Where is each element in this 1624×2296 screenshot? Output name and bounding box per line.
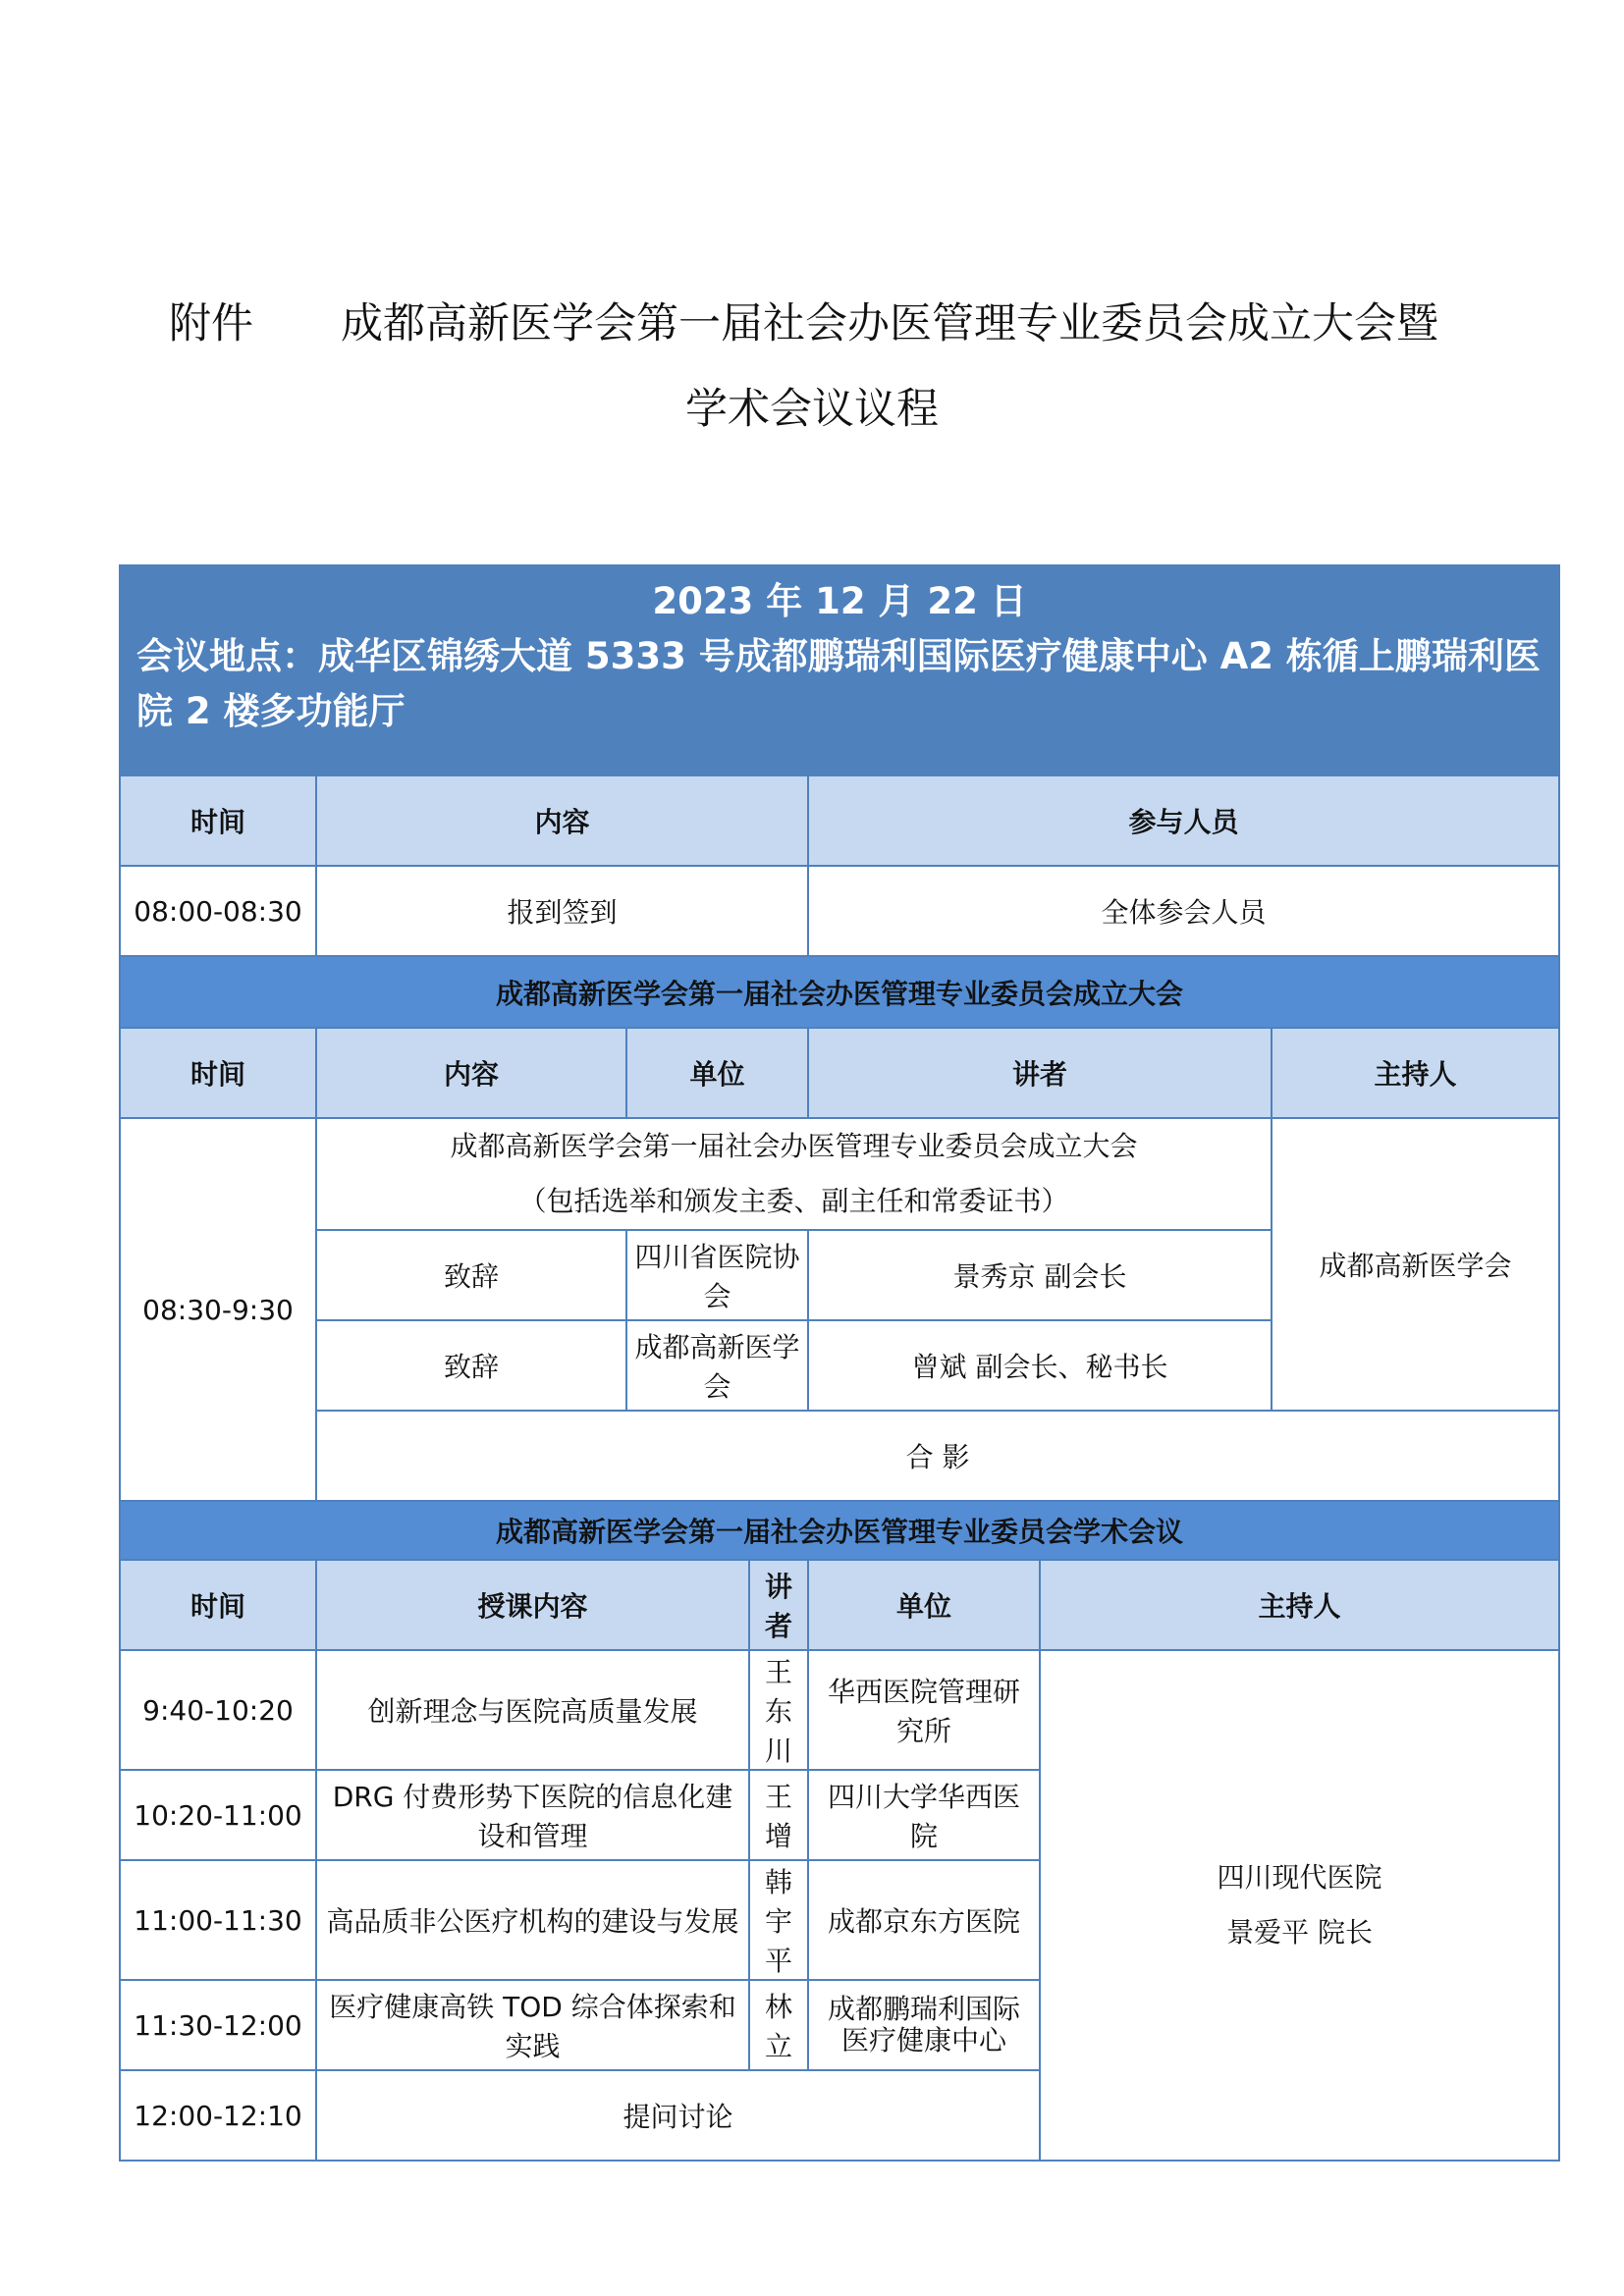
registration-row: [120, 866, 1559, 956]
founding-main-content: [316, 1118, 1272, 1230]
speech-unit: 成都高新医学会: [626, 1320, 808, 1411]
header-host: 主持人: [1040, 1560, 1559, 1650]
header-lecture: 授课内容: [316, 1560, 749, 1650]
founding-section-title: 成都高新医学会第一届社会办医管理专业委员会成立大会: [120, 956, 1559, 1028]
header-host: 主持人: [1272, 1028, 1559, 1118]
header-participants: 参与人员: [808, 775, 1559, 866]
lecture-speaker: 王增: [749, 1770, 808, 1860]
meeting-venue: 会议地点：成华区锦绣大道 5333 号成都鹏瑞利国际医疗健康中心 A2 栋循上鹏瑞利医院 2 楼多功能厅: [136, 635, 1541, 732]
document-title-line2: 学术会议议程: [685, 385, 939, 434]
academic-host-line1: 四川现代医院: [1217, 1861, 1382, 1894]
lecture-unit: 四川大学华西医院: [808, 1770, 1040, 1860]
header-speaker: 讲者: [808, 1028, 1272, 1118]
lecture-unit: 华西医院管理研究所: [808, 1650, 1040, 1770]
header-speaker: 讲者: [749, 1560, 808, 1650]
agenda-table: [119, 564, 1560, 2162]
header-unit: 单位: [808, 1560, 1040, 1650]
attachment-label: 附件: [169, 299, 253, 348]
speech-content: 致辞: [316, 1230, 626, 1320]
lecture-time: 10:20-11:00: [120, 1770, 316, 1860]
academic-host-line2: 景爱平 院长: [1226, 1916, 1373, 1949]
speech-content: 致辞: [316, 1320, 626, 1411]
header-unit: 单位: [626, 1028, 808, 1118]
meeting-banner: [120, 565, 1559, 775]
title-text: 成都高新医学会第一届社会办医管理专业委员会成立大会暨: [341, 299, 1438, 348]
header-time: 时间: [120, 775, 316, 866]
header-time: 时间: [120, 1028, 316, 1118]
academic-section-title: 成都高新医学会第一届社会办医管理专业委员会学术会议: [120, 1501, 1559, 1560]
document-title-line1: [169, 294, 1524, 353]
registration-participants: 全体参会人员: [808, 866, 1559, 956]
group-photo: 合 影: [316, 1411, 1559, 1501]
header-time: 时间: [120, 1560, 316, 1650]
founding-main-line2: （包括选举和颁发主委、副主任和常委证书）: [518, 1185, 1069, 1217]
group-photo-row: [120, 1411, 1559, 1501]
meeting-date: 2023 年 12 月 22 日: [652, 580, 1027, 622]
lecture-row: [120, 1650, 1559, 1770]
discussion-time: 12:00-12:10: [120, 2070, 316, 2161]
lecture-speaker: 王东川: [749, 1650, 808, 1770]
lecture-time: 9:40-10:20: [120, 1650, 316, 1770]
founding-main-line1: 成都高新医学会第一届社会办医管理专业委员会成立大会: [450, 1130, 1138, 1162]
speech-unit: 四川省医院协会: [626, 1230, 808, 1320]
speech-speaker: 曾斌 副会长、秘书长: [808, 1320, 1272, 1411]
registration-header-row: [120, 775, 1559, 866]
registration-time: 08:00-08:30: [120, 866, 316, 956]
lecture-unit: 成都京东方医院: [808, 1860, 1040, 1980]
lecture-content: 高品质非公医疗机构的建设与发展: [316, 1860, 749, 1980]
speech-speaker: 景秀京 副会长: [808, 1230, 1272, 1320]
discussion-content: 提问讨论: [316, 2070, 1040, 2161]
lecture-speaker: 韩宇平: [749, 1860, 808, 1980]
lecture-speaker: 林立: [749, 1980, 808, 2070]
academic-header-row: [120, 1560, 1559, 1650]
lecture-unit: 成都鹏瑞利国际医疗健康中心: [808, 1980, 1040, 2070]
lecture-content: 创新理念与医院高质量发展: [316, 1650, 749, 1770]
header-content: 内容: [316, 775, 808, 866]
header-content: 内容: [316, 1028, 626, 1118]
lecture-content: 医疗健康高铁 TOD 综合体探索和实践: [316, 1980, 749, 2070]
academic-host: [1040, 1650, 1559, 2161]
lecture-time: 11:00-11:30: [120, 1860, 316, 1980]
lecture-time: 11:30-12:00: [120, 1980, 316, 2070]
founding-main-row: [120, 1118, 1559, 1230]
founding-time: 08:30-9:30: [120, 1118, 316, 1501]
registration-content: 报到签到: [316, 866, 808, 956]
lecture-content: DRG 付费形势下医院的信息化建设和管理: [316, 1770, 749, 1860]
founding-header-row: [120, 1028, 1559, 1118]
founding-host: 成都高新医学会: [1272, 1118, 1559, 1411]
